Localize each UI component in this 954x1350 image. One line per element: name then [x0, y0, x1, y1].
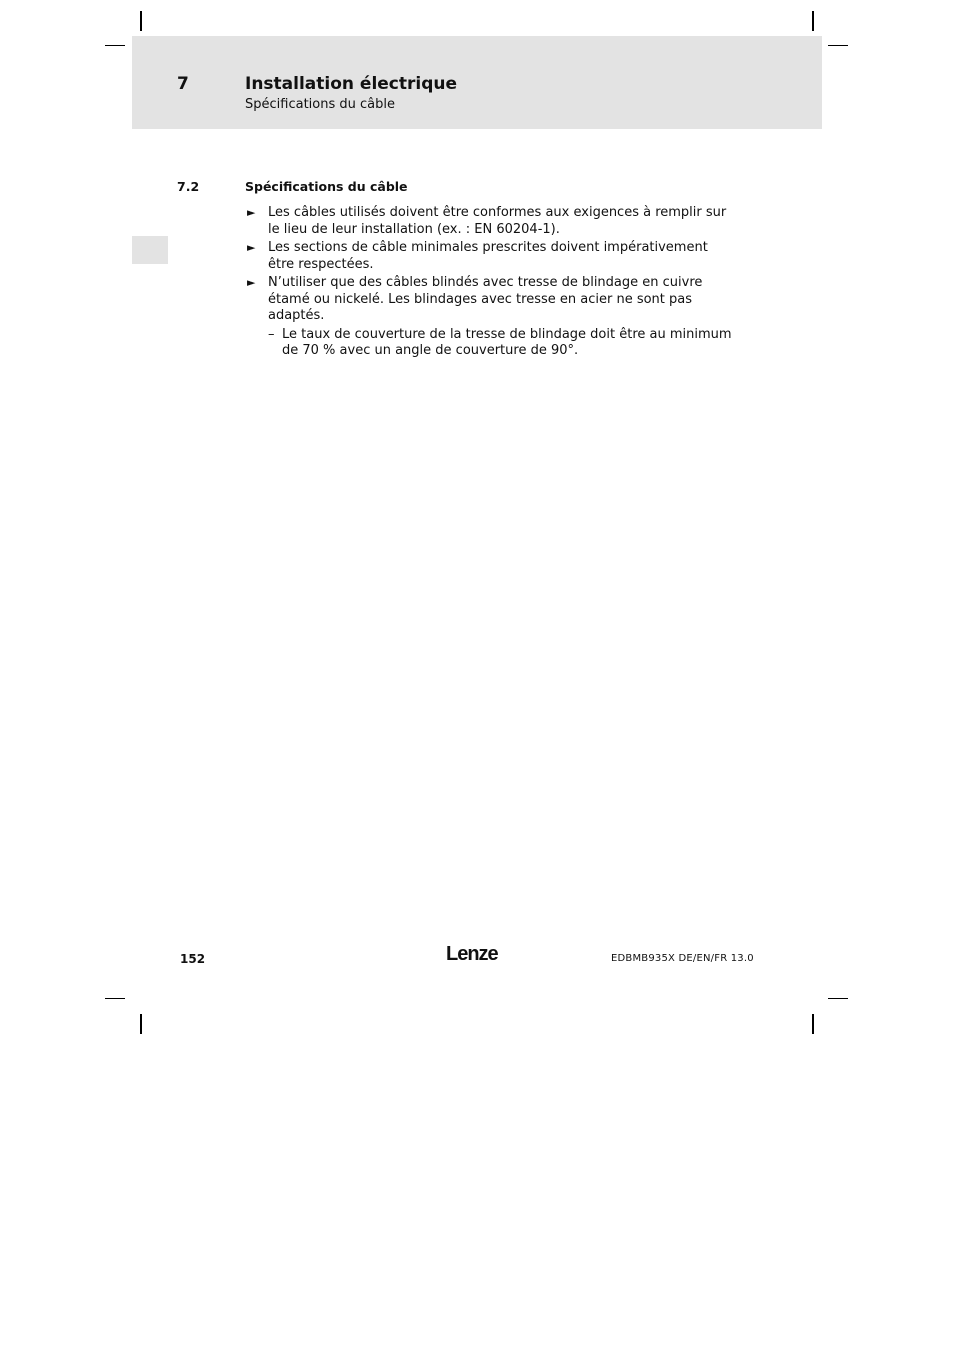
- document-code: EDBMB935X DE/EN/FR 13.0: [611, 953, 754, 964]
- bullet-arrow-icon: ►: [247, 206, 256, 219]
- bullet-arrow-icon: ►: [247, 241, 256, 254]
- crop-mark: [828, 998, 848, 999]
- page-number: 152: [180, 952, 206, 966]
- sub-bullet-list: [268, 327, 735, 360]
- bullet-arrow-icon: ►: [247, 276, 256, 289]
- crop-mark: [140, 11, 142, 31]
- list-item: [245, 205, 735, 238]
- list-item: [245, 240, 735, 273]
- chapter-title: Installation électrique: [245, 74, 458, 94]
- list-item: [245, 275, 735, 360]
- dash-icon: –: [268, 326, 275, 342]
- crop-mark: [105, 45, 125, 46]
- section-number: 7.2: [177, 179, 200, 194]
- crop-mark: [812, 11, 814, 31]
- sub-list-item: [268, 327, 735, 360]
- bullet-text: Les câbles utilisés doivent être conformes aux exigences à remplir sur le lieu de leur installation (ex. : EN 60204-1).: [268, 205, 727, 237]
- crop-mark: [105, 998, 125, 999]
- sub-bullet-text: Le taux de couverture de la tresse de blindage doit être au minimum de 70 % avec un angle de couverture de 90°.: [282, 326, 732, 358]
- section-title: Spécifications du câble: [245, 179, 408, 194]
- chapter-subtitle: Spécifications du câble: [245, 97, 395, 112]
- crop-mark: [140, 1014, 142, 1034]
- side-tab-marker: [132, 236, 168, 264]
- lenze-logo: Lenze: [446, 943, 498, 965]
- crop-mark: [828, 45, 848, 46]
- bullet-text: N’utiliser que des câbles blindés avec tresse de blindage en cuivre étamé ou nickelé. Les blindages avec tresse en acier ne sont pas adaptés.: [268, 275, 703, 323]
- bullet-list: [245, 205, 735, 362]
- chapter-header-band: [132, 36, 822, 129]
- crop-mark: [812, 1014, 814, 1034]
- bullet-text: Les sections de câble minimales prescrites doivent impérativement être respectées.: [268, 240, 708, 272]
- chapter-number: 7: [177, 74, 189, 94]
